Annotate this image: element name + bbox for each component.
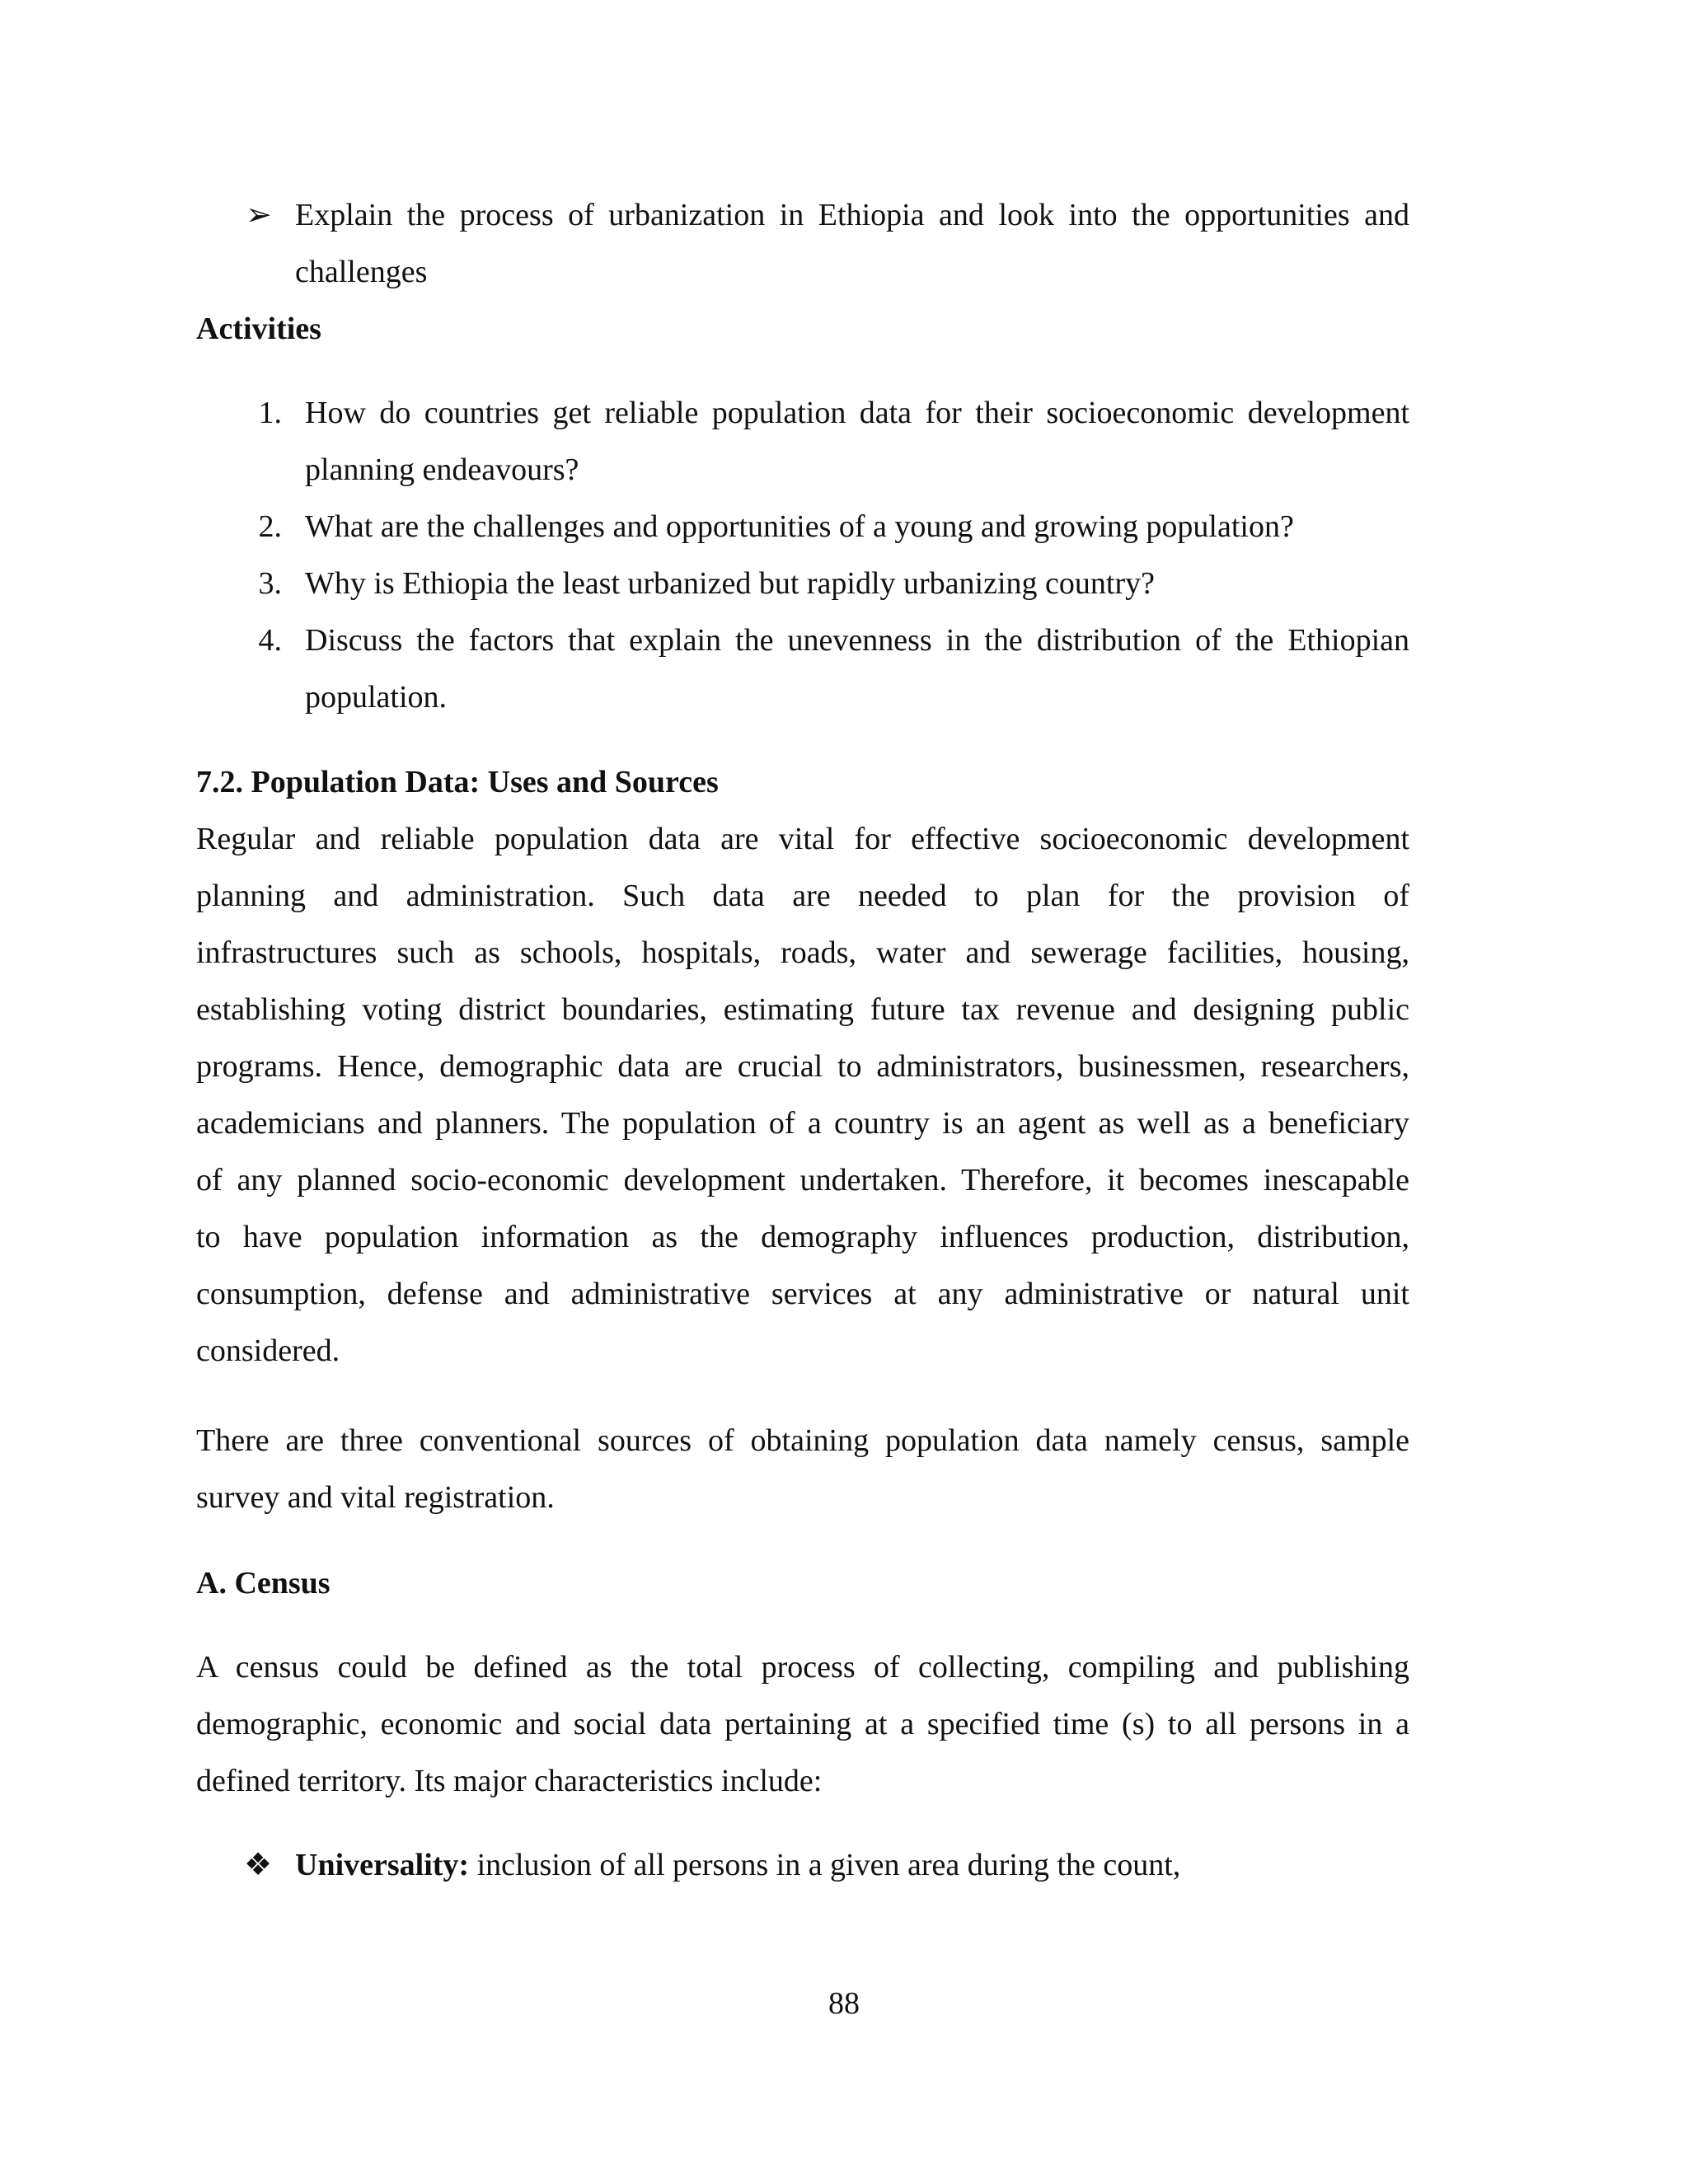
- activity-item-1-line-1: How do countries get reliable population data for their socioeconomic development: [305, 396, 1409, 430]
- section-heading: 7.2. Population Data: Uses and Sources: [196, 765, 719, 799]
- paragraph-line: considered.: [196, 1333, 340, 1368]
- objective-line-2: challenges: [295, 255, 428, 289]
- characteristic-term: Universality:: [295, 1848, 470, 1882]
- activities-heading: Activities: [196, 312, 321, 346]
- characteristic-text: inclusion of all persons in a given area during the count,: [469, 1848, 1181, 1882]
- paragraph-line: There are three conventional sources of obtaining population data namely census, sample: [196, 1423, 1409, 1458]
- arrow-bullet-icon: ➢: [246, 198, 272, 232]
- objective-line-1: Explain the process of urbanization in Ethiopia and look into the opportunities and: [295, 198, 1409, 232]
- paragraph-line: infrastructures such as schools, hospitals, roads, water and sewerage facilities, housing,: [196, 935, 1409, 970]
- activity-item-3: Why is Ethiopia the least urbanized but rapidly urbanizing country?: [305, 566, 1155, 601]
- activity-number: 4.: [258, 623, 282, 658]
- activity-item-4-line-2: population.: [305, 680, 448, 715]
- paragraph-line: to have population information as the demography influences production, distribution,: [196, 1220, 1409, 1254]
- activity-number: 2.: [258, 509, 282, 544]
- paragraph-line: establishing voting district boundaries, estimating future tax revenue and designing public: [196, 992, 1409, 1027]
- paragraph-line: of any planned socio-economic development undertaken. Therefore, it becomes inescapable: [196, 1163, 1409, 1197]
- paragraph-line: consumption, defense and administrative services at any administrative or natural unit: [196, 1277, 1409, 1311]
- characteristic-universality: [295, 1849, 1180, 1881]
- activity-item-1-line-2: planning endeavours?: [305, 452, 579, 487]
- page-number: 88: [828, 1986, 860, 2021]
- paragraph-line: defined territory. Its major characteristics include:: [196, 1764, 823, 1798]
- paragraph-line: programs. Hence, demographic data are crucial to administrators, businessmen, researchers,: [196, 1049, 1409, 1084]
- activity-item-2: What are the challenges and opportunities of a young and growing population?: [305, 509, 1294, 544]
- paragraph-line: planning and administration. Such data are needed to plan for the provision of: [196, 879, 1409, 913]
- activity-number: 1.: [258, 396, 282, 430]
- paragraph-line: survey and vital registration.: [196, 1480, 555, 1515]
- paragraph-line: demographic, economic and social data pertaining at a specified time (s) to all persons in a: [196, 1707, 1409, 1741]
- diamond-bullet-icon: ❖: [244, 1848, 273, 1882]
- paragraph-line: Regular and reliable population data are vital for effective socioeconomic development: [196, 822, 1409, 856]
- activity-item-4-line-1: Discuss the factors that explain the unevenness in the distribution of the Ethiopian: [305, 623, 1409, 658]
- paragraph-line: academicians and planners. The population of a country is an agent as well as a beneficiary: [196, 1106, 1409, 1141]
- census-heading: A. Census: [196, 1566, 331, 1601]
- activity-number: 3.: [258, 566, 282, 601]
- paragraph-line: A census could be defined as the total process of collecting, compiling and publishing: [196, 1650, 1409, 1685]
